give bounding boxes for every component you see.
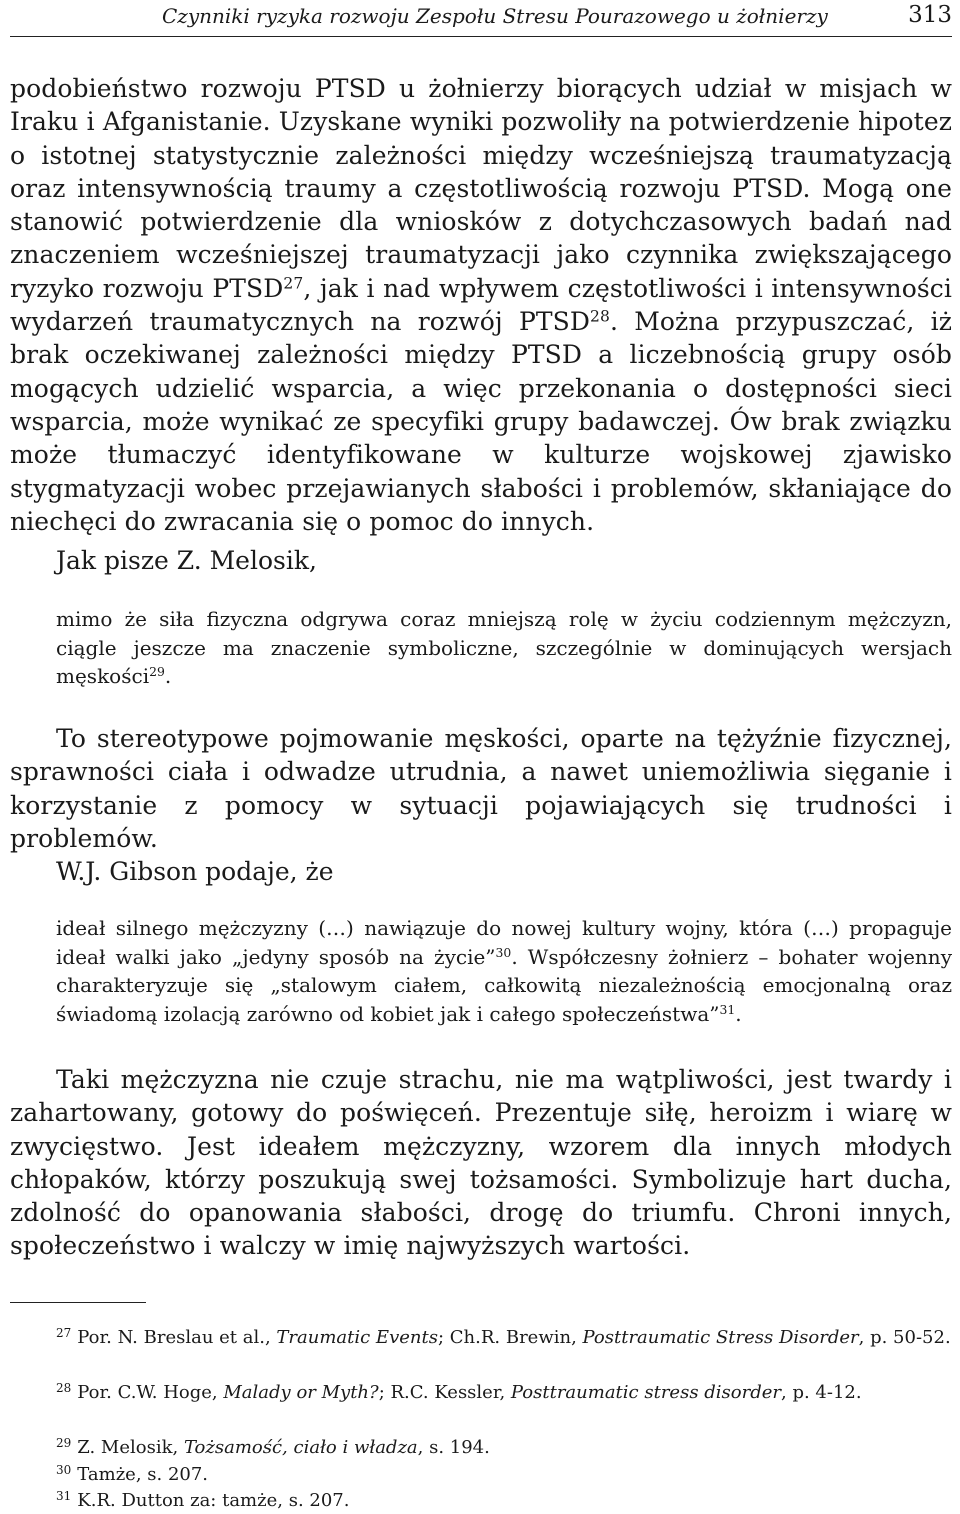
footnote-text: Tamże, s. 207. bbox=[77, 1464, 209, 1485]
quote-text: . Współczesny żołnierz – bohater wojenny charakteryzuje się „stalowym ciałem, całkowitą niezależnością emocjonalną oraz świadomą izolacją zarówno od kobiet jak i całego społeczeństwa” bbox=[56, 944, 952, 1026]
body-paragraph-2: To stereotypowe pojmowanie męskości, oparte na tężyźnie fizycznej, sprawności ciała i odwadze utrudnia, a nawet uniemożliwia sięganie i korzystanie z pomocy w sytuacji pojawiających się trudności i problemów. bbox=[10, 724, 952, 853]
footnote-text: K.R. Dutton za: tamże, s. 207. bbox=[77, 1490, 350, 1511]
paragraph-text: podobieństwo rozwoju PTSD u żołnierzy biorących udział w misjach w Iraku i Afganistanie. Uzyskane wyniki pozwoliły na potwierdzenie hipotez o istotnej statystycznie zależności między wcześniejszą traumatyzacją oraz intensywnością traumy a częstotliwością rozwoju PTSD. Mogą one stanowić potwierdzenie dla wniosków z dotychczasowych badań nad znaczeniem wcześniejszej traumatyzacji jako czynnika zwiększającego ryzyko rozwoju PTSD bbox=[10, 74, 952, 303]
body-paragraph-3: Taki mężczyzna nie czuje strachu, nie ma wątpliwości, jest twardy i zahartowany, gotowy do poświęceń. Prezentuje siłę, heroizm i wiarę w zwycięstwo. Jest ideałem mężczyzny, wzorem dla innych młodych chłopaków, którzy poszukują swej tożsamości. Symbolizuje hart ducha, zdolność do opanowania słabości, drogę do triumfu. Chroni innych, społeczeństwo i walczy w imię najwyższych wartości. bbox=[10, 1065, 952, 1261]
footnote-text: , p. 4-12. bbox=[781, 1382, 862, 1403]
footnote-text: , p. 50-52. bbox=[858, 1327, 951, 1348]
footnote-number: 29 bbox=[56, 1436, 72, 1450]
header-rule bbox=[10, 36, 952, 37]
footnote-27 bbox=[10, 1320, 952, 1351]
footnote-number: 28 bbox=[56, 1381, 72, 1395]
quote-text: mimo że siła fizyczna odgrywa coraz mniejszą rolę w życiu codziennym mężczyzn, ciągle jeszcze ma znaczenie symboliczne, szczególnie w dominujących wersjach męskości bbox=[56, 607, 952, 688]
footnote-number: 30 bbox=[56, 1463, 72, 1477]
footnote-ref-27[interactable]: 27 bbox=[283, 274, 304, 293]
footnote-title: Malady or Myth? bbox=[223, 1382, 379, 1403]
running-header bbox=[10, 0, 952, 36]
paragraph-text: , jak i nad wpływem częstotliwości i intensywności wydarzeń traumatycznych na rozwój PTSD bbox=[10, 273, 952, 337]
quote-end: . bbox=[164, 664, 172, 688]
footnote-ref-30[interactable]: 30 bbox=[495, 944, 512, 960]
running-title: Czynniki ryzyka rozwoju Zespołu Stresu Pourazowego u żołnierzy bbox=[162, 4, 828, 28]
footnote-28 bbox=[10, 1375, 952, 1406]
footnote-separator bbox=[10, 1302, 146, 1303]
footnote-title: Posttraumatic Stress Disorder bbox=[582, 1327, 859, 1348]
footnote-ref-29[interactable]: 29 bbox=[149, 664, 165, 680]
footnote-number: 31 bbox=[56, 1489, 72, 1503]
quote-text: ideał silnego mężczyzny (…) nawiązuje do nowej kultury wojny, która (…) propaguje ideał walki jako „jedyny sposób na życie” bbox=[56, 916, 952, 969]
body-paragraph-1 bbox=[10, 72, 952, 538]
quote-end: . bbox=[735, 1001, 742, 1026]
footnote-number: 27 bbox=[56, 1326, 72, 1340]
footnote-text: Por. C.W. Hoge, bbox=[77, 1382, 224, 1403]
footnote-text: Z. Melosik, bbox=[77, 1437, 184, 1458]
paragraph-text: . Można przypuszczać, iż brak oczekiwanej zależności między PTSD a liczebnością grupy osób mogących udzielić wsparcia, a więc przekonania o dostępności sieci wsparcia, może wynikać ze specyfiki grupy badawczej. Ów brak związku może tłumaczyć identyfikowane w kulturze wojskowej zjawisko stygmatyzacji wobec przejawianych słabości i problemów, skłaniające do niechęci do zwracania się o pomoc do innych. bbox=[10, 307, 952, 536]
footnote-title: Tożsamość, ciało i władza bbox=[183, 1437, 418, 1458]
footnote-text: ; R.C. Kessler, bbox=[378, 1382, 511, 1403]
footnote-title: Posttraumatic stress disorder bbox=[510, 1382, 782, 1403]
footnote-text: , s. 194. bbox=[417, 1437, 490, 1458]
block-quote-melosik bbox=[56, 605, 952, 691]
footnote-ref-28[interactable]: 28 bbox=[590, 307, 610, 326]
footnote-ref-31[interactable]: 31 bbox=[719, 1001, 736, 1017]
quote-intro-melosik: Jak pisze Z. Melosik, bbox=[56, 546, 317, 575]
quote-intro-gibson: W.J. Gibson podaje, że bbox=[56, 857, 334, 886]
footnote-31 bbox=[10, 1483, 952, 1514]
footnote-title: Traumatic Events bbox=[276, 1327, 438, 1348]
footnote-text: Por. N. Breslau et al., bbox=[77, 1327, 277, 1348]
page-number: 313 bbox=[908, 2, 952, 28]
block-quote-gibson bbox=[56, 914, 952, 1028]
footnote-text: ; Ch.R. Brewin, bbox=[437, 1327, 583, 1348]
